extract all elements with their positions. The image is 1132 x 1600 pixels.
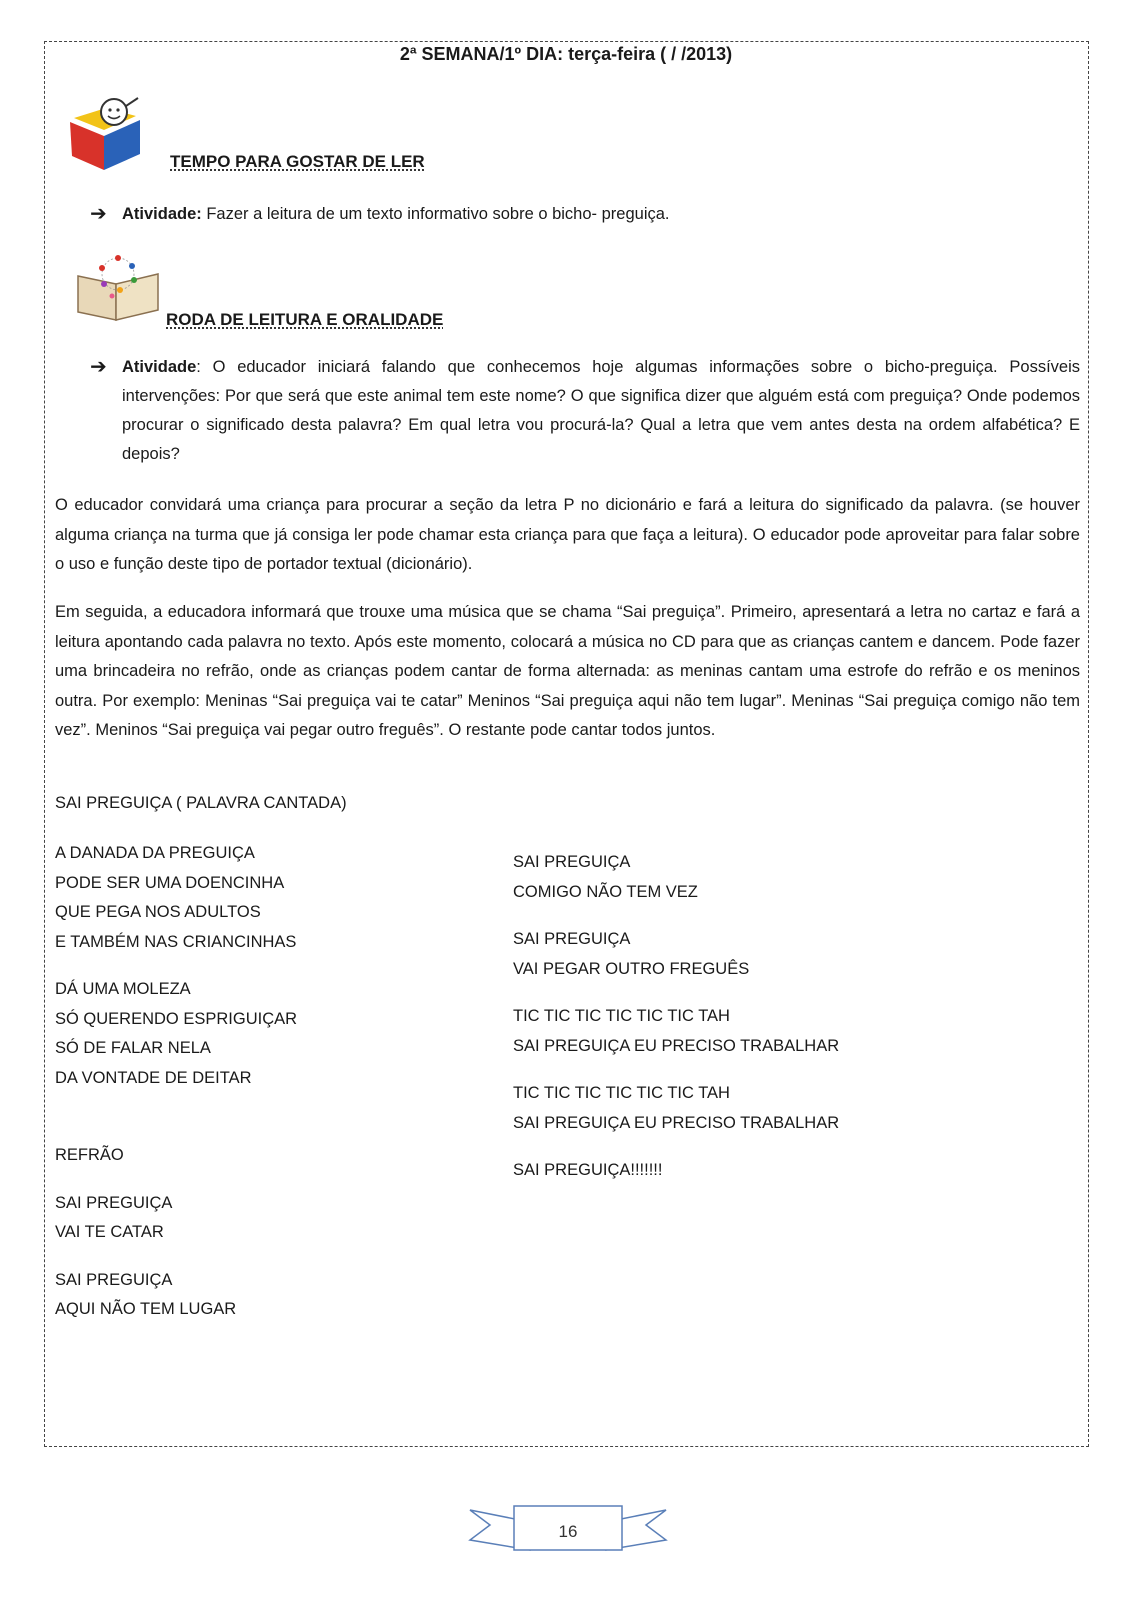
activity-label: Atividade: [122, 358, 197, 376]
section-title-roda-de-leitura: RODA DE LEITURA E ORALIDADE: [166, 310, 444, 329]
section-title-tempo-para-gostar-de-ler: TEMPO PARA GOSTAR DE LER: [170, 152, 425, 171]
stanza: [513, 1156, 839, 1186]
lyric-line: DA VONTADE DE DEITAR: [55, 1068, 252, 1087]
lyric-line: SAI PREGUIÇA EU PRECISO TRABALHAR: [513, 1113, 840, 1132]
lyric-line: AQUI NÃO TEM LUGAR: [55, 1300, 237, 1318]
lyric-line: COMIGO NÃO TEM VEZ: [513, 882, 698, 901]
activity-text: Fazer a leitura de um texto informativo sobre o bicho- preguiça.: [201, 205, 670, 223]
stanza: [55, 975, 297, 1093]
paragraph-dicionario: O educador convidará uma criança para procurar a seção da letra P no dicionário e fará a leitura do significado da palavra. (se houver alguma criança na turma que já consiga ler pode chamar esta criança para que faça a leitura). O educador pode aproveitar para falar sobre o uso e função deste tipo de portador textual (dicionário).: [55, 496, 1080, 573]
stanza: [513, 925, 839, 984]
stanza: [513, 1079, 839, 1138]
activity-1-body: [122, 200, 1080, 229]
refrao-label-block: [55, 1141, 297, 1171]
lyric-line: PODE SER UMA DOENCINHA: [55, 873, 285, 892]
activity-label: Atividade:: [122, 205, 202, 223]
lyric-line: DÁ UMA MOLEZA: [55, 980, 191, 998]
lyric-line: SAI PREGUIÇA!!!!!!!: [513, 1161, 663, 1179]
refrao-label: REFRÃO: [55, 1146, 124, 1164]
stanza: [55, 1189, 297, 1248]
lyric-line: SAI PREGUIÇA EU PRECISO TRABALHAR: [513, 1036, 840, 1055]
activity-1: [90, 200, 1080, 229]
lyric-line: SÓ DE FALAR NELA: [55, 1039, 211, 1057]
lyric-line: VAI TE CATAR: [55, 1223, 164, 1241]
arrow-icon: ➔: [90, 203, 107, 225]
page-number: 16: [558, 1522, 578, 1541]
lyric-line: SÓ QUERENDO ESPRIGUIÇAR: [55, 1009, 298, 1028]
stanza: [55, 1266, 297, 1325]
lyric-line: QUE PEGA NOS ADULTOS: [55, 903, 261, 921]
activity-2-body: [122, 353, 1080, 469]
book-icon: [66, 92, 146, 172]
lyric-line: SAI PREGUIÇA: [55, 1270, 173, 1289]
lyrics-right-column: [513, 848, 839, 1204]
paragraph-musica: Em seguida, a educadora informará que trouxe uma música que se chama “Sai preguiça”. Primeiro, apresentará a letra no cartaz e fará a leitura apontando cada palavra no texto. Após este momento, colocará a música no CD para que as crianças cantem e dancem. Pode fazer uma brincadeira no refrão, onde as crianças podem cantar de forma alternada: as meninas cantam uma estrofe do refrão e os meninos outra. Por exemplo: Meninas “Sai preguiça vai te catar” Meninos “Sai preguiça aqui não tem lugar”. Meninas “Sai preguiça comigo não tem vez”. Meninos “Sai preguiça vai pegar outro freguês”. O restante pode cantar todos juntos.: [55, 603, 1080, 739]
lyric-line: TIC TIC TIC TIC TIC TIC TAH: [513, 1084, 730, 1102]
lyric-line: SAI PREGUIÇA: [513, 930, 631, 948]
page-header: 2ª SEMANA/1º DIA: terça-feira ( / /2013): [399, 44, 733, 64]
stanza: [513, 848, 839, 907]
lyric-line: A DANADA DA PREGUIÇA: [55, 844, 255, 862]
lyric-line: E TAMBÉM NAS CRIANCINHAS: [55, 932, 297, 951]
arrow-icon: ➔: [90, 356, 107, 378]
stanza: [513, 1002, 839, 1061]
activity-text: : O educador iniciará falando que conhecemos hoje algumas informações sobre o bicho-preguiça. Possíveis intervenções: Por que será que este animal tem este nome? O que significa dizer que alguém está com preguiça? Onde podemos procurar o significado desta palavra? Em qual letra vou procurá-la? Qual a letra que vem antes desta na ordem alfabética? E depois?: [122, 358, 1080, 463]
song-title: SAI PREGUIÇA ( PALAVRA CANTADA): [55, 794, 347, 812]
lyric-line: TIC TIC TIC TIC TIC TIC TAH: [513, 1007, 730, 1025]
lyric-line: SAI PREGUIÇA: [55, 1193, 173, 1212]
lyric-line: VAI PEGAR OUTRO FREGUÊS: [513, 959, 750, 978]
lyric-line: SAI PREGUIÇA: [513, 853, 631, 871]
reading-circle-icon: [76, 248, 160, 322]
activity-2: [90, 353, 1080, 469]
stanza: [55, 839, 297, 957]
lyrics-left-column: [55, 839, 297, 1343]
